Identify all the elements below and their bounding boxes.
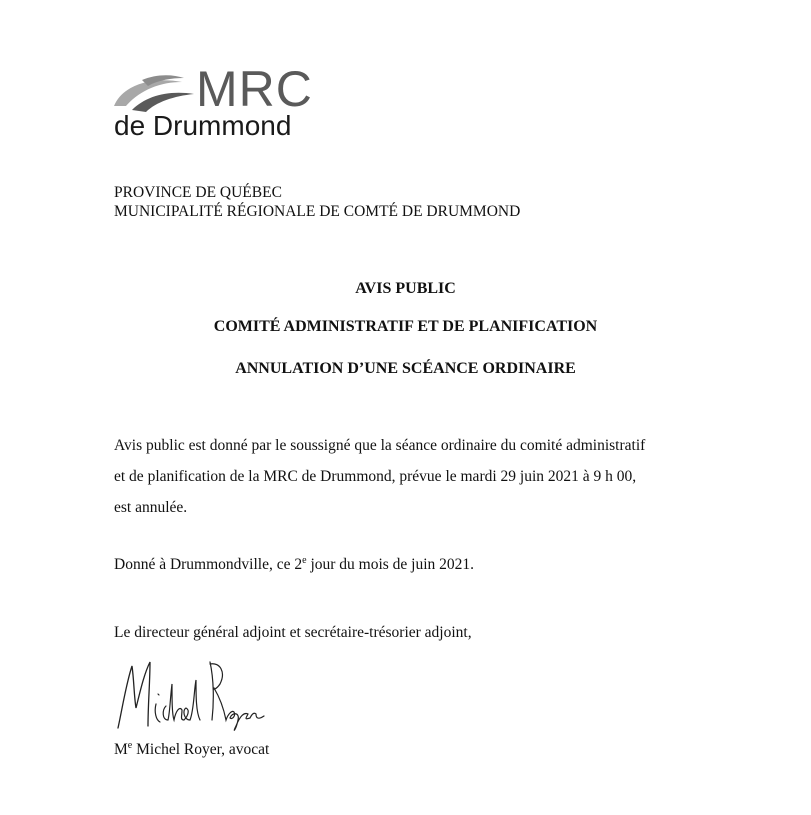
- notice-title: AVIS PUBLIC: [355, 280, 456, 297]
- given-suffix: jour du mois de juin 2021.: [306, 556, 475, 573]
- subject-title: ANNULATION D’UNE SCÉANCE ORDINAIRE: [235, 360, 576, 377]
- logo-brand-text: MRC: [196, 61, 313, 117]
- handwritten-signature: [110, 650, 270, 735]
- signer-title: Le directeur général adjoint et secrétaire-trésorier adjoint,: [114, 624, 472, 641]
- name-rest: Michel Royer, avocat: [132, 741, 270, 758]
- notice-body: [114, 430, 714, 523]
- given-ordinal-sup: e: [302, 555, 307, 566]
- body-line-2: et de planification de la MRC de Drummond, prévue le mardi 29 juin 2021 à 9 h 00,: [114, 468, 637, 485]
- name-prefix: M: [114, 741, 128, 758]
- logo-subtitle-text: de Drummond: [114, 110, 292, 141]
- body-line-1: Avis public est donné par le soussigné que la séance ordinaire du comité administratif: [114, 437, 646, 454]
- name-prefix-sup: e: [127, 740, 133, 751]
- given-prefix: Donné à Drummondville, ce 2: [114, 556, 303, 573]
- signer-name: [114, 740, 269, 759]
- committee-title: COMITÉ ADMINISTRATIF ET DE PLANIFICATION: [213, 318, 598, 335]
- province-header: [114, 183, 520, 221]
- given-date-line: [114, 555, 474, 574]
- body-line-3: est annulée.: [114, 499, 188, 516]
- header-province: PROVINCE DE QUÉBEC: [114, 184, 282, 201]
- mrc-logo: [112, 61, 332, 142]
- header-municipality: MUNICIPALITÉ RÉGIONALE DE COMTÉ DE DRUMMOND: [114, 203, 521, 220]
